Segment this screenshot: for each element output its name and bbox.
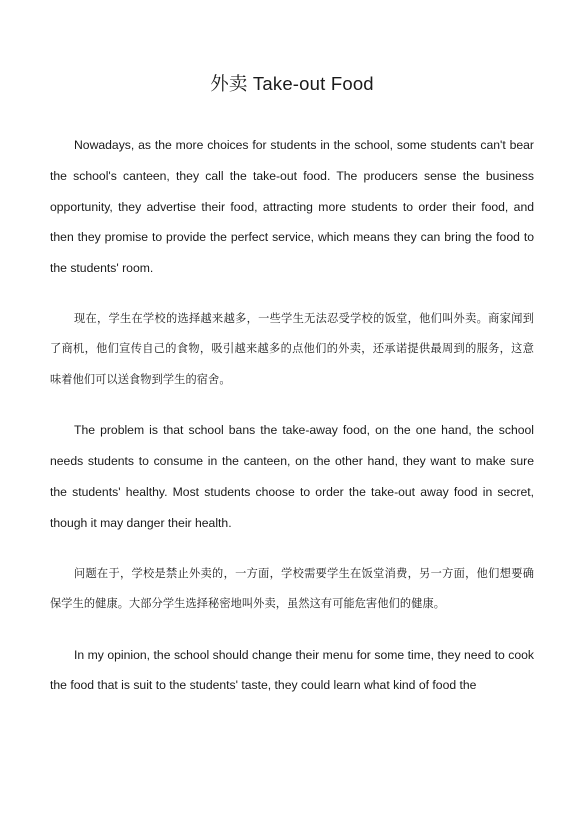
paragraph-english-2: The problem is that school bans the take-away food, on the one hand, the school needs students to consume in the canteen, on the other hand, they want to make sure the students' healthy. Most students choose to order the take-out away food in secret, though it may danger their health. [50,423,534,530]
paragraph-chinese-1: 现在，学生在学校的选择越来越多，一些学生无法忍受学校的饭堂，他们叫外卖。商家闻到了商机，他们宣传自己的食物，吸引越来越多的点他们的外卖，还承诺提供最周到的服务，这意味着他们可以送食物到学生的宿舍。 [50,311,534,386]
paragraph-english-3: In my opinion, the school should change their menu for some time, they need to cook the food that is suit to the students' taste, they could learn what kind of food the [50,647,534,693]
document-title: 外卖 Take-out Food [210,73,374,94]
paragraph-english-1: Nowadays, as the more choices for students in the school, some students can't bear the school's canteen, they call the take-out food. The producers sense the business opportunity, they advertise their food, attracting more students to order their food, and then they promise to provide the perfect service, which means they can bring the food to the students' room. [50,138,534,276]
paragraph-chinese-2: 问题在于，学校是禁止外卖的，一方面，学校需要学生在饭堂消费，另一方面，他们想要确保学生的健康。大部分学生选择秘密地叫外卖，虽然这有可能危害他们的健康。 [50,566,534,611]
